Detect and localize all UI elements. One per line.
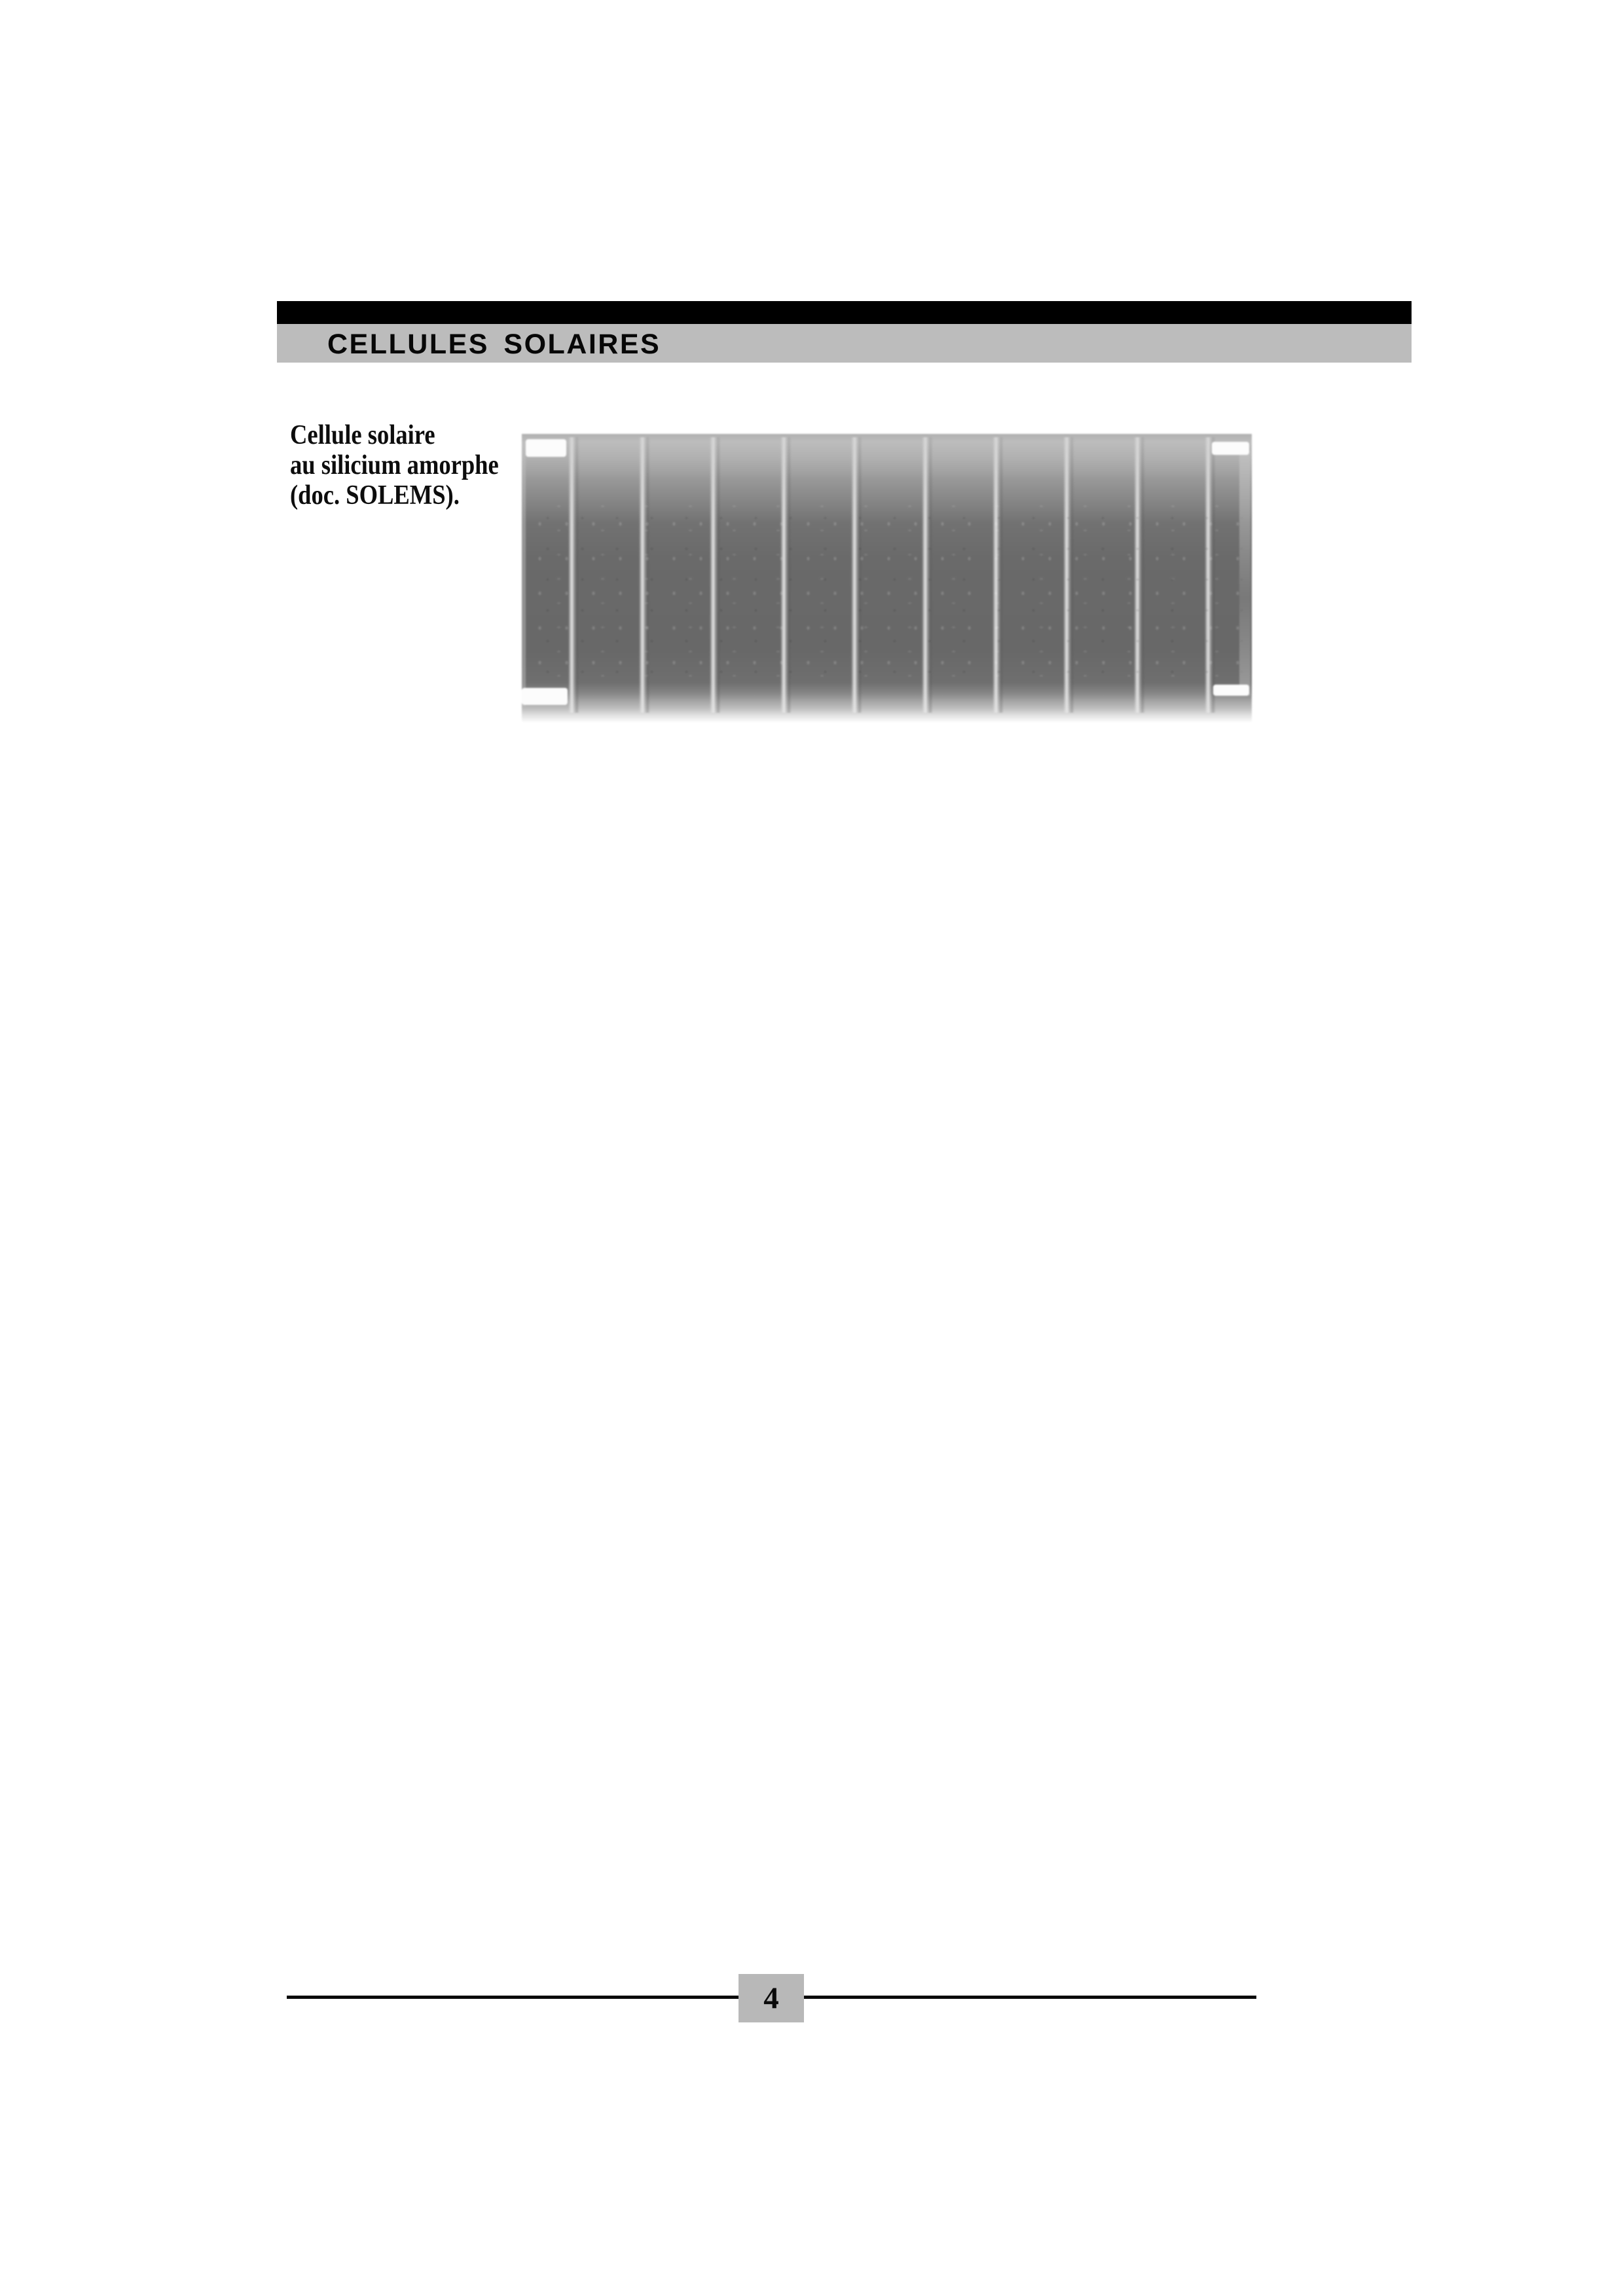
header-gray-bar — [277, 324, 1412, 363]
photo-highlight-bottom-right — [1213, 685, 1249, 696]
caption-line-1: Cellule solaire — [290, 420, 435, 450]
photo-right-edge-highlight — [1239, 451, 1250, 696]
photo-grain-texture — [522, 499, 1252, 696]
photo-highlight-top-right — [1212, 442, 1249, 455]
figure-caption — [290, 420, 499, 511]
caption-line-2: au silicium amorphe — [290, 450, 499, 480]
photo-left-edge-highlight — [522, 442, 526, 706]
header-black-bar — [277, 301, 1412, 324]
photo-highlight-top-left — [526, 439, 566, 457]
page-number: 4 — [763, 1981, 779, 2015]
solar-cell-photo — [522, 434, 1252, 722]
page-title: CELLULES SOLAIRES — [327, 329, 661, 360]
caption-line-3: (doc. SOLEMS). — [290, 480, 460, 511]
page-number-box — [739, 1974, 804, 2022]
photo-highlight-bottom-left — [522, 688, 568, 705]
